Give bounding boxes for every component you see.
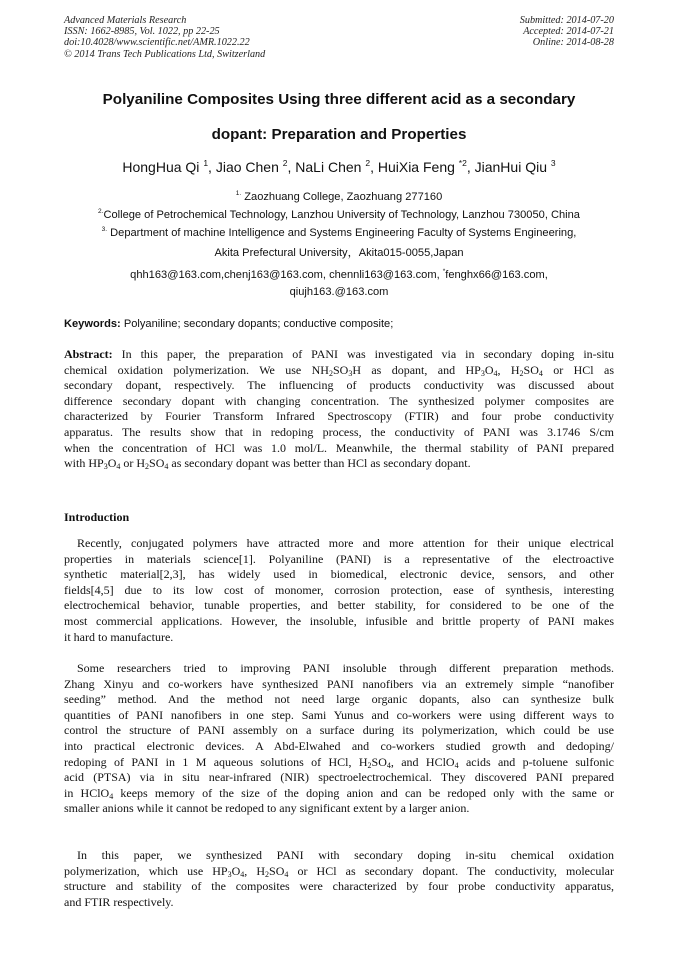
text-line: most commercial applications. However, the insoluble, infusible and brittle property of PANI makes (64, 613, 614, 628)
text-line: secondary dopant, respectively. The influencing of products conductivity was discussed about (64, 378, 614, 393)
text-line: Recently, conjugated polymers have attracted more and more attention for their unique electrical (77, 536, 614, 550)
text-line: properties in materials science[1]. Polyaniline (PANI) is a representative of the electroactive (64, 551, 614, 566)
email-list: qhh163@163.com,chenj163@163.com, chennli163@163.com, *fenghx66@163.com, (130, 268, 548, 281)
text-line: Zhang Xinyu and co-workers have synthesized PANI nanofibers via an extremely simple “nanofiber (64, 676, 614, 691)
author: JianHui Qiu $^3$ (474, 158, 556, 175)
text-line: acid (PTSA) via in situ near-infrared (NIR) spectroelectrochemical. They discovered PANI prepared (64, 770, 614, 785)
text-line: apparatus. The results show that in redoping process, the conductivity of PANI was 3.1746 S/cm (64, 424, 614, 439)
paper-title-line-1: Polyaniline Composites Using three different acid as a secondary (102, 91, 576, 108)
journal-name: Advanced Materials Research (64, 15, 187, 26)
text-line: characterized by Fourier Transform Infrared Spectroscopy (FTIR) and four probe conductivity (64, 409, 614, 424)
affiliation-3: $^{3.}$ Department of machine Intelligence and Systems Engineering Faculty of Systems Engineering, (101, 226, 577, 239)
text-line: polymerization, which use $HP_3O_4$, $H_2SO_4$ or HCl as secondary dopant. The conductivity, molecular (64, 863, 614, 879)
intro-paragraph-1 (64, 536, 614, 645)
text-line: redoping of PANI in 1 M aqueous solutions of HCl, $H_2SO_4$, and HClO$_4$ acids and p-toluene sulfonic (64, 754, 614, 770)
text-line: when the concentration of HCl was 1.0 mol/L. Meanwhile, the thermal stability of PANI prepared (64, 440, 614, 455)
text-line: In this paper, we synthesized PANI with secondary doping in-situ chemical oxidation (77, 848, 614, 862)
email-list-continued: qiujh163.@163.com (289, 286, 389, 298)
text-line: and FTIR respectively. (64, 894, 174, 909)
paper-title-line-2: dopant: Preparation and Properties (211, 126, 467, 143)
text-line: Some researchers tried to improving PANI insoluble through different preparation methods. (77, 661, 614, 675)
affiliation-2: $^{2.}$College of Petrochemical Technology, Lanzhou University of Technology, Lanzhou 730050, China (98, 208, 580, 221)
author: NaLi Chen $^2$, (295, 158, 378, 175)
section-heading-introduction: Introduction (64, 510, 130, 524)
text-line: fields[4,5] due to its low cost of monomer, corrosion protection, ease of synthesis, interesting (64, 582, 614, 597)
text-line: with $HP_3O_4$ or $H_2SO_4$ as secondary dopant was better than HCl as secondary dopant. (64, 456, 471, 472)
journal-header (64, 15, 265, 60)
author: HuiXia Feng $^{*2}$, (377, 158, 475, 175)
abstract-label: Abstract: (64, 347, 113, 361)
text-line: Abstract: In this paper, the preparation of PANI was investigated via in secondary doping in-situ (64, 347, 614, 361)
keywords: Keywords: Polyaniline; secondary dopants; conductive composite; (64, 318, 394, 330)
text-line: smaller anions while it cannot be redoped to any significant extent by a larger anion. (64, 801, 470, 816)
text-line: seeding” method. And the method not need large organic dopants, also can synthesize bulk (64, 692, 614, 707)
issn-line: ISSN: 1662-8985, Vol. 1022, pp 22-25 (64, 26, 220, 38)
text-line: in HClO$_4$ keeps memory of the size of the doping anion and can be redoped only with the same or (64, 785, 614, 801)
text-line: into practical electronic devices. A Abd-Elwahed and co-workers studied growth and dedoping/ (64, 738, 614, 753)
author: HongHua Qi $^1$, (122, 158, 216, 175)
text-line: control the structure of PANI assembly on a surface during its polymerization, which could be use (64, 723, 614, 738)
submitted-date: Submitted: 2014-07-20 (519, 15, 614, 26)
text-line: structure and stability of the composites were characterized by four probe conductivity apparatus, (64, 879, 614, 894)
text-line: synthetic material[2,3], has widely used in biomedical, electronic device, sensors, and other (64, 567, 614, 582)
author-list (30, 158, 648, 175)
online-date: Online: 2014-08-28 (532, 37, 614, 49)
author: Jiao Chen $^2$, (215, 158, 296, 175)
doi-line: doi:10.4028/www.scientific.net/AMR.1022.22 (64, 37, 250, 49)
affiliation-1: $^{1.}$ Zaozhuang College, Zaozhuang 277160 (235, 190, 443, 203)
dates-header (520, 15, 614, 49)
intro-paragraph-3 (64, 848, 614, 910)
abstract (64, 347, 614, 472)
accepted-date: Accepted: 2014-07-21 (523, 26, 614, 38)
text-line: it hard to manufacture. (64, 629, 174, 644)
intro-paragraph-2 (64, 661, 614, 817)
copyright-line: © 2014 Trans Tech Publications Ltd, Switzerland (64, 48, 266, 60)
text-line: difference secondary dopant with changing concentration. The synthesized polymer composites are (64, 393, 614, 408)
text-line: quantities of PANI nanofibers in one step. Sami Yunus and co-workers were using different ways to (64, 707, 614, 722)
text-line: electrochemical behavior, tunable properties, and better stability, for considered to be one of the (64, 598, 614, 613)
affiliation-3-continued: Akita Prefectural University，Akita015-0055,Japan (214, 247, 464, 259)
text-line: chemical oxidation polymerization. We use $NH_2SO_3H$ as dopant, and $HP_3O_4$, $H_2SO_4$ or HCl as (64, 362, 614, 378)
